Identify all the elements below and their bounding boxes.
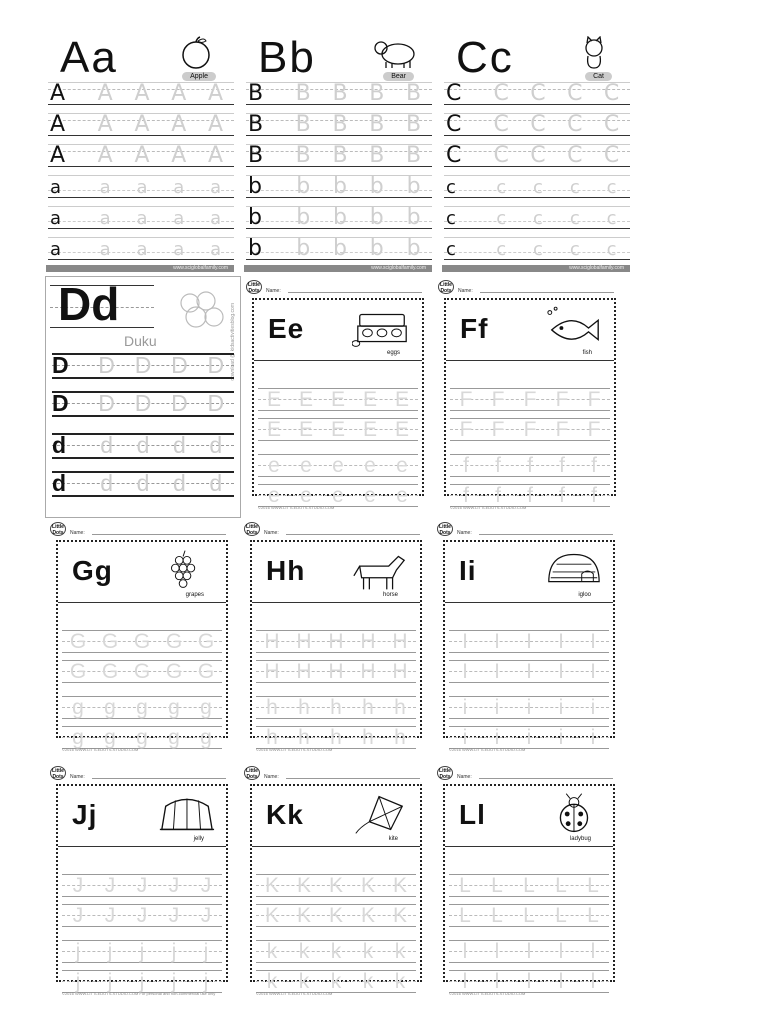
trace-letter: k: [362, 940, 374, 963]
trace-letter: F: [587, 388, 601, 411]
big-letters: Bb: [258, 33, 316, 82]
trace-letter: H: [264, 630, 280, 653]
trace-letter: f: [559, 484, 565, 507]
trace-letter: E: [266, 388, 281, 411]
big-letters: Dd: [58, 278, 120, 330]
trace-letter: i: [590, 696, 596, 719]
trace-letter: l: [590, 970, 596, 993]
trace-row: [449, 940, 609, 968]
side-credit: download @ kidsactivitiesblog.com: [230, 303, 236, 381]
trace-letter: l: [558, 940, 564, 963]
trace-row: [258, 454, 418, 482]
name-line: [288, 292, 422, 293]
picture-label: grapes: [185, 592, 204, 598]
little-dots-logo: Little Dots: [50, 522, 66, 536]
big-letters: Aa: [60, 33, 118, 82]
picture-label: Duku: [124, 333, 157, 349]
big-letters: Kk: [266, 799, 304, 830]
picture-label: kite: [388, 836, 398, 842]
trace-letter: j: [171, 940, 177, 963]
trace-row: [450, 418, 610, 446]
worksheet-c: [442, 30, 630, 272]
trace-letter: l: [462, 970, 468, 993]
trace-letter: G: [165, 630, 183, 653]
trace-letter: e: [396, 454, 408, 477]
trace-letter: e: [300, 454, 312, 477]
trace-letter: f: [591, 484, 597, 507]
trace-letter: k: [362, 970, 374, 993]
trace-letter: L: [491, 904, 503, 927]
trace-letter: f: [527, 484, 533, 507]
worksheet-frame: [56, 784, 228, 993]
name-line: [479, 534, 613, 535]
trace-letter: i: [462, 696, 468, 719]
trace-letter: L: [459, 874, 471, 897]
trace-letter: F: [555, 388, 569, 411]
trace-letter: j: [75, 970, 81, 993]
trace-row: [450, 388, 610, 416]
apple-icon: [174, 36, 220, 70]
trace-letter: f: [527, 454, 533, 477]
worksheet-frame: [56, 540, 228, 749]
trace-letter: K: [392, 874, 407, 897]
trace-letter: g: [200, 696, 212, 719]
trace-letter: H: [296, 660, 312, 683]
name-label: Name:: [457, 774, 472, 780]
igloo-icon: [543, 548, 603, 592]
trace-letter: f: [559, 454, 565, 477]
worksheet-l: [437, 766, 615, 998]
name-label: Name:: [458, 288, 473, 294]
trace-letter: E: [298, 418, 313, 441]
trace-letter: i: [494, 726, 500, 749]
trace-letter: k: [394, 940, 406, 963]
trace-row: [449, 874, 609, 902]
trace-row: D D D D D: [52, 353, 234, 383]
footer-credit: ©2016 WWW.LITTLEDOTS-STUDIO.COM: [256, 747, 333, 752]
trace-letter: l: [462, 940, 468, 963]
trace-letter: e: [268, 484, 280, 507]
trace-letter: g: [72, 696, 84, 719]
trace-letter: h: [266, 726, 278, 749]
picture-label: jelly: [193, 836, 204, 842]
trace-letter: j: [139, 970, 145, 993]
trace-letter: i: [558, 726, 564, 749]
footer-credit: ©2016 WWW.LITTLEDOTS-STUDIO.COM: [258, 505, 335, 510]
trace-letter: F: [555, 418, 569, 441]
trace-letter: E: [362, 388, 377, 411]
trace-letter: I: [494, 660, 500, 683]
trace-letter: i: [494, 696, 500, 719]
trace-letter: E: [394, 388, 409, 411]
trace-letter: f: [591, 454, 597, 477]
trace-letter: j: [203, 970, 209, 993]
trace-letter: K: [360, 904, 375, 927]
footer-bar: www.sciglobalfamily.com: [442, 265, 630, 272]
trace-row: [256, 696, 416, 724]
trace-letter: K: [264, 874, 279, 897]
trace-letter: F: [523, 388, 537, 411]
worksheet-f: [438, 280, 616, 512]
worksheet-a: [46, 30, 234, 272]
trace-letter: K: [296, 874, 311, 897]
trace-letter: G: [101, 660, 119, 683]
name-label: Name:: [264, 774, 279, 780]
little-dots-logo: Little Dots: [437, 522, 453, 536]
big-letters: Ee: [268, 313, 305, 344]
trace-letter: F: [491, 418, 505, 441]
trace-letter: J: [200, 904, 212, 927]
trace-letter: h: [362, 726, 374, 749]
trace-letter: i: [558, 696, 564, 719]
big-letters: Ll: [459, 799, 486, 830]
trace-letter: L: [523, 904, 535, 927]
picture-label: Cat: [585, 72, 612, 81]
trace-letter: L: [555, 874, 567, 897]
trace-letter: l: [526, 970, 532, 993]
trace-letter: H: [328, 660, 344, 683]
footer-credit: ©2016 WWW.LITTLEDOTS-STUDIO.COM: [449, 747, 526, 752]
trace-letter: h: [298, 696, 310, 719]
name-line: [479, 778, 613, 779]
name-line: [92, 534, 226, 535]
trace-row: D D D D D: [52, 391, 234, 421]
trace-letter: l: [590, 940, 596, 963]
kite-icon: [350, 792, 410, 836]
picture-label: Bear: [383, 72, 414, 81]
trace-letter: H: [360, 660, 376, 683]
trace-letter: E: [330, 418, 345, 441]
trace-letter: I: [494, 630, 500, 653]
trace-letter: G: [197, 630, 215, 653]
trace-letter: h: [330, 726, 342, 749]
trace-letter: F: [459, 388, 473, 411]
trace-letter: J: [136, 904, 148, 927]
trace-row: [256, 874, 416, 902]
picture-label: eggs: [386, 350, 400, 356]
trace-letter: J: [136, 874, 148, 897]
trace-letter: G: [101, 630, 119, 653]
trace-letter: F: [587, 418, 601, 441]
trace-letter: g: [200, 726, 212, 749]
trace-letter: G: [69, 630, 87, 653]
trace-letter: I: [526, 630, 532, 653]
trace-letter: e: [332, 484, 344, 507]
fish-icon: [544, 306, 604, 350]
trace-letter: K: [392, 904, 407, 927]
big-letters: Cc: [456, 33, 514, 82]
trace-letter: G: [69, 660, 87, 683]
worksheet-e: [246, 280, 424, 512]
trace-letter: G: [133, 630, 151, 653]
worksheet-i: [437, 522, 615, 754]
trace-letter: i: [462, 726, 468, 749]
trace-row: [256, 630, 416, 658]
trace-letter: k: [266, 940, 278, 963]
footer-bar: www.sciglobalfamily.com: [46, 265, 234, 272]
name-line: [286, 534, 420, 535]
trace-letter: l: [494, 970, 500, 993]
name-label: Name:: [457, 530, 472, 536]
trace-letter: h: [298, 726, 310, 749]
trace-letter: g: [72, 726, 84, 749]
trace-letter: h: [362, 696, 374, 719]
trace-letter: l: [494, 940, 500, 963]
trace-letter: i: [526, 696, 532, 719]
picture-label: fish: [582, 350, 592, 356]
name-line: [286, 778, 420, 779]
trace-letter: e: [332, 454, 344, 477]
trace-letter: I: [462, 630, 468, 653]
picture-label: horse: [382, 592, 398, 598]
worksheet-g: [50, 522, 228, 754]
grapes-icon: [156, 548, 216, 592]
trace-row: d d d d d: [52, 471, 234, 501]
trace-letter: J: [168, 904, 180, 927]
name-line: [480, 292, 614, 293]
trace-letter: h: [394, 696, 406, 719]
little-dots-logo: Little Dots: [437, 766, 453, 780]
trace-letter: L: [459, 904, 471, 927]
trace-letter: f: [495, 484, 501, 507]
big-letters: Hh: [266, 555, 306, 586]
trace-letter: E: [362, 418, 377, 441]
worksheet-frame: [443, 784, 615, 993]
picture-label: Apple: [182, 72, 216, 81]
upper-rows: C C C C C C C C C C C C C C C c c c c c c c c c c c c c c c: [442, 82, 630, 268]
trace-letter: g: [168, 696, 180, 719]
trace-letter: G: [197, 660, 215, 683]
trace-letter: E: [394, 418, 409, 441]
worksheet-frame: [250, 540, 422, 749]
trace-letter: I: [590, 660, 596, 683]
trace-letter: g: [168, 726, 180, 749]
picture-label: igloo: [578, 592, 591, 598]
duku-fruit-icon: [170, 287, 230, 331]
name-label: Name:: [70, 530, 85, 536]
footer-credit: ©2016 WWW.LITTLEDOTS-STUDIO.COM: [62, 747, 139, 752]
trace-letter: H: [392, 660, 408, 683]
trace-letter: J: [104, 904, 116, 927]
egg-carton-icon: [352, 306, 412, 350]
trace-row: [449, 630, 609, 658]
trace-letter: h: [394, 726, 406, 749]
name-label: Name:: [266, 288, 281, 294]
trace-letter: I: [558, 660, 564, 683]
footer-credit: ©2016 WWW.LITTLEDOTS-STUDIO.COM: [449, 991, 526, 996]
trace-letter: L: [587, 904, 599, 927]
trace-letter: K: [264, 904, 279, 927]
trace-row: [62, 874, 222, 902]
trace-letter: E: [330, 388, 345, 411]
name-label: Name:: [264, 530, 279, 536]
worksheet-frame: [252, 298, 424, 507]
jelly-icon: [156, 792, 216, 836]
ladybug-icon: [543, 792, 603, 836]
trace-letter: K: [360, 874, 375, 897]
trace-row: [450, 454, 610, 482]
trace-row: d d d d d: [52, 433, 234, 463]
trace-row: [62, 904, 222, 932]
trace-letter: G: [133, 660, 151, 683]
trace-letter: L: [587, 874, 599, 897]
little-dots-logo: Little Dots: [244, 522, 260, 536]
big-letters: Gg: [72, 555, 113, 586]
trace-letter: j: [139, 940, 145, 963]
trace-letter: f: [463, 484, 469, 507]
trace-row: [62, 630, 222, 658]
little-dots-logo: Little Dots: [50, 766, 66, 780]
trace-letter: k: [330, 940, 342, 963]
trace-row: [449, 696, 609, 724]
trace-row: [258, 388, 418, 416]
horse-icon: [350, 548, 410, 592]
trace-letter: e: [268, 454, 280, 477]
little-dots-logo: Little Dots: [438, 280, 454, 294]
trace-letter: E: [266, 418, 281, 441]
trace-letter: j: [107, 940, 113, 963]
trace-letter: J: [104, 874, 116, 897]
trace-letter: l: [558, 970, 564, 993]
trace-row: [256, 660, 416, 688]
trace-row: [256, 904, 416, 932]
trace-letter: g: [136, 696, 148, 719]
trace-row: [449, 904, 609, 932]
worksheet-j: [50, 766, 228, 998]
trace-letter: k: [266, 970, 278, 993]
trace-letter: j: [203, 940, 209, 963]
trace-letter: i: [526, 726, 532, 749]
trace-letter: l: [526, 940, 532, 963]
cat-icon: [570, 36, 616, 70]
trace-letter: G: [165, 660, 183, 683]
trace-letter: k: [330, 970, 342, 993]
worksheet-h: [244, 522, 422, 754]
trace-letter: j: [171, 970, 177, 993]
trace-letter: K: [328, 874, 343, 897]
upper-rows: A A A A A A A A A A A A A A A a a a a a a a a a a a a a a a: [46, 82, 234, 268]
big-letters: Ii: [459, 555, 477, 586]
trace-letter: e: [364, 454, 376, 477]
big-letters: Ff: [460, 313, 489, 344]
upper-rows: B B B B B B B B B B B B B B B b b b b b b b b b b b b b b b: [244, 82, 432, 268]
trace-letter: h: [330, 696, 342, 719]
trace-letter: k: [394, 970, 406, 993]
trace-letter: g: [104, 726, 116, 749]
picture-label: ladybug: [569, 836, 591, 842]
name-label: Name:: [70, 774, 85, 780]
trace-letter: e: [300, 484, 312, 507]
trace-letter: f: [495, 454, 501, 477]
worksheet-k: [244, 766, 422, 998]
trace-letter: K: [296, 904, 311, 927]
trace-letter: H: [296, 630, 312, 653]
trace-letter: H: [360, 630, 376, 653]
trace-row: [62, 940, 222, 968]
trace-letter: E: [298, 388, 313, 411]
trace-row: [62, 660, 222, 688]
trace-letter: k: [298, 970, 310, 993]
trace-letter: J: [168, 874, 180, 897]
footer-credit: ©2016 WWW.LITTLEDOTS-STUDIO.COM: [450, 505, 527, 510]
trace-letter: L: [523, 874, 535, 897]
trace-letter: K: [328, 904, 343, 927]
trace-letter: H: [264, 660, 280, 683]
footer-credit: ©2016 WWW.LITTLEDOTS-STUDIO.COM For personal and non-commercial use only: [62, 991, 216, 996]
trace-row: [256, 940, 416, 968]
trace-letter: H: [328, 630, 344, 653]
trace-letter: F: [459, 418, 473, 441]
trace-letter: g: [136, 726, 148, 749]
trace-row: [258, 418, 418, 446]
name-line: [92, 778, 226, 779]
trace-letter: I: [462, 660, 468, 683]
trace-letter: F: [523, 418, 537, 441]
trace-letter: j: [75, 940, 81, 963]
little-dots-logo: Little Dots: [244, 766, 260, 780]
trace-letter: e: [364, 484, 376, 507]
trace-row: [449, 660, 609, 688]
worksheet-b: [244, 30, 432, 272]
trace-letter: J: [200, 874, 212, 897]
trace-letter: e: [396, 484, 408, 507]
trace-letter: g: [104, 696, 116, 719]
trace-letter: h: [266, 696, 278, 719]
worksheet-frame: [444, 298, 616, 507]
trace-letter: I: [558, 630, 564, 653]
footer-credit: ©2016 WWW.LITTLEDOTS-STUDIO.COM: [256, 991, 333, 996]
worksheet-d: [45, 276, 241, 518]
trace-letter: k: [298, 940, 310, 963]
bear-icon: [372, 36, 418, 70]
trace-letter: L: [555, 904, 567, 927]
trace-letter: i: [590, 726, 596, 749]
big-letters: Jj: [72, 799, 98, 830]
worksheet-frame: [250, 784, 422, 993]
trace-letter: H: [392, 630, 408, 653]
trace-letter: I: [526, 660, 532, 683]
trace-letter: J: [72, 904, 84, 927]
trace-letter: J: [72, 874, 84, 897]
worksheet-frame: [443, 540, 615, 749]
trace-letter: f: [463, 454, 469, 477]
footer-bar: www.sciglobalfamily.com: [244, 265, 432, 272]
trace-row: [62, 696, 222, 724]
trace-letter: L: [491, 874, 503, 897]
trace-letter: F: [491, 388, 505, 411]
little-dots-logo: Little Dots: [246, 280, 262, 294]
trace-letter: I: [590, 630, 596, 653]
trace-letter: j: [107, 970, 113, 993]
